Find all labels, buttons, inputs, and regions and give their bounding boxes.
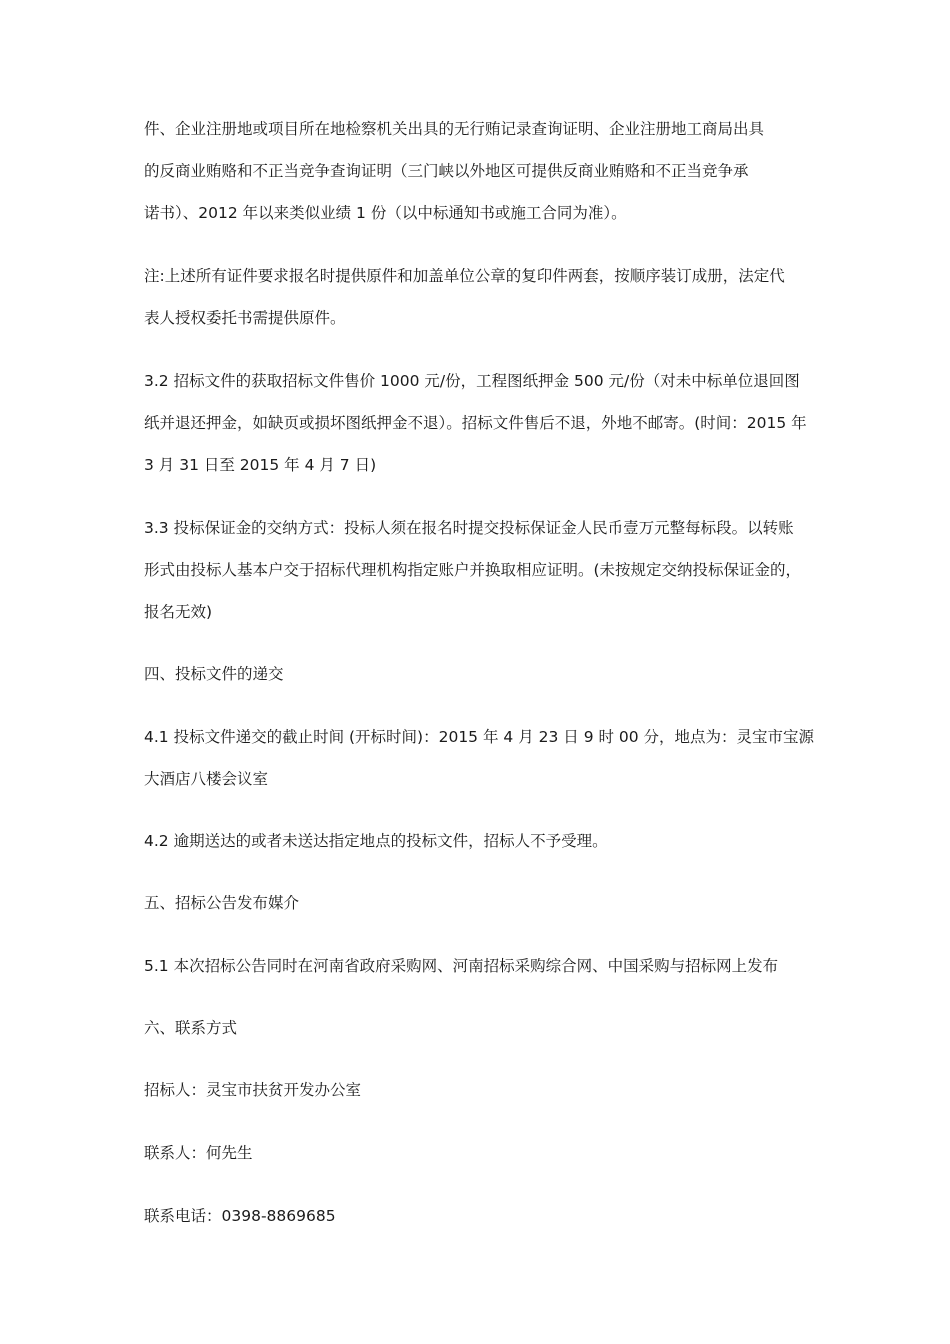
section-heading: 六、联系方式 xyxy=(144,1019,238,1037)
paragraph-line: 大酒店八楼会议室 xyxy=(144,770,269,788)
paragraph-line: 诺书）、2012 年以来类似业绩 1 份（以中标通知书或施工合同为准）。 xyxy=(144,204,627,222)
paragraph-line: 3.3 投标保证金的交纳方式：投标人须在报名时提交投标保证金人民币壹万元整每标段。以转账 xyxy=(144,519,794,537)
note-line: 表人授权委托书需提供原件。 xyxy=(144,309,346,327)
paragraph-line: 的反商业贿赂和不正当竞争查询证明（三门峡以外地区可提供反商业贿赂和不正当竞争承 xyxy=(144,162,749,180)
section-heading: 五、招标公告发布媒介 xyxy=(144,894,300,912)
contact-line: 联系人：何先生 xyxy=(144,1144,253,1162)
paragraph-line: 纸并退还押金，如缺页或损坏图纸押金不退）。招标文件售后不退，外地不邮寄。(时间：2015 年 xyxy=(144,414,807,432)
section-heading: 四、投标文件的递交 xyxy=(144,665,284,683)
paragraph-line: 报名无效) xyxy=(144,603,213,621)
paragraph-line: 5.1 本次招标公告同时在河南省政府采购网、河南招标采购综合网、中国采购与招标网上发布 xyxy=(144,957,779,975)
contact-line: 联系电话：0398-8869685 xyxy=(144,1207,336,1225)
note-line: 注:上述所有证件要求报名时提供原件和加盖单位公章的复印件两套，按顺序装订成册，法定代 xyxy=(144,267,785,285)
contact-line: 招标人：灵宝市扶贫开发办公室 xyxy=(144,1081,362,1099)
paragraph-line: 4.1 投标文件递交的截止时间 (开标时间)：2015 年 4 月 23 日 9 时 00 分，地点为：灵宝市宝源 xyxy=(144,728,815,746)
paragraph-line: 3.2 招标文件的获取招标文件售价 1000 元/份，工程图纸押金 500 元/份（对未中标单位退回图 xyxy=(144,372,800,390)
paragraph-line: 形式由投标人基本户交于招标代理机构指定账户并换取相应证明。(未按规定交纳投标保证金的， xyxy=(144,561,802,579)
paragraph-line: 3 月 31 日至 2015 年 4 月 7 日) xyxy=(144,456,377,474)
paragraph-line: 件、企业注册地或项目所在地检察机关出具的无行贿记录查询证明、企业注册地工商局出具 xyxy=(144,120,765,138)
paragraph-line: 4.2 逾期送达的或者未送达指定地点的投标文件，招标人不予受理。 xyxy=(144,832,608,850)
